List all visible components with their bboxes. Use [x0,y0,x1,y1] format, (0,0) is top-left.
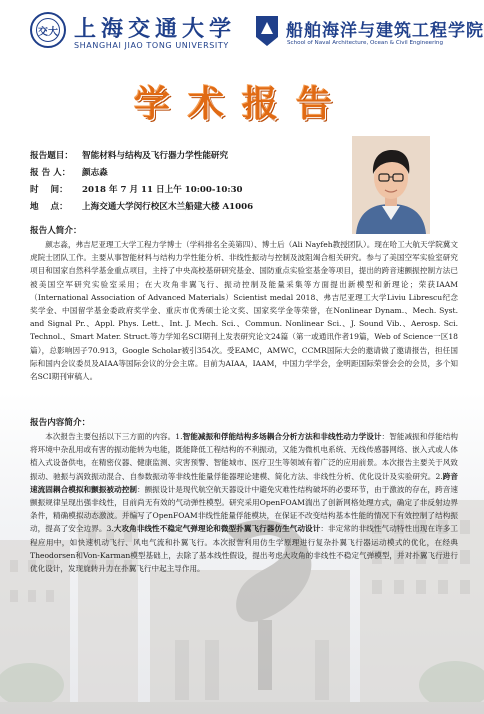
topic-2-text: ：颤振设计是现代航空航天器设计中避免灾难性结构破坏的必要环节，由于激波的存在，跨音速颤振规律呈现出强非线性，目前尚无有效的气动弹性模型。研究采用OpenFOAM湍出了创新网格处理方式，确定了非反射边界条件，精确模拟动态激波。并编写了OpenFOAM非线性能量俘能模块，在保证不改变结构基本性能的情况下有效控制了结构振动，提高了安全边界。3. [30,484,458,534]
speaker-photo [352,136,430,234]
info-value: 智能材料与结构及飞行器力学性能研究 [82,151,229,161]
topic-2-title: 跨音速流固耦合模拟和颤振被动控制 [30,471,459,494]
page-header [0,0,484,62]
info-label: 地 点： [30,202,68,212]
topic-3-title: 大攻角非线性不稳定气弹理论和微型扑翼飞行器仿生气动设计 [113,524,321,534]
info-value: 颜志淼 [82,168,108,178]
school-logo-icon [256,16,278,46]
info-label: 时 间： [30,185,68,195]
sjtu-logo-mark: 交大 [36,18,60,42]
topic-1-title: 智能减振和俘能结构多场耦合分析方法和非线性动力学设计 [182,432,382,441]
sjtu-logo [30,12,66,48]
bio-heading: 报告人简介： [30,226,82,236]
sjtu-name-cn: 上海交通大学 [74,16,237,42]
info-label: 报 告 人： [30,168,71,178]
sjtu-name-en: SHANGHAI JIAO TONG UNIVERSITY [74,41,229,50]
info-row-topic [30,148,253,165]
abstract-heading: 报告内容简介： [30,418,91,428]
topic-1-text: ：智能减振和俘能结构将环境中杂乱用或有害的振动能转为电能，既能降低工程结构的不利振动，又能为微机电系统、无线传感器网络、嵌入式或人体植入式设备供电，在精密仪器、健康监测、灾害预警、智能城市、医疗卫生等领域有着广泛的应用前景。本次报告主要关于风致振动、驰振与涡致振动混合、自参数振动等非线性能量俘能器理论建模、简化方法、非线性分析、优化设计及实验研究。2. [30,432,459,481]
topic-3-text: ：非定常的非线性气动特性出现在许多工程应用中，如快速机动飞行、风电气流和扑翼飞行。本次报告利用仿生学原理进行复杂扑翼飞行器运动模式的优化，在经典Theodorsen和Von-Karman模型基础上，去除了基本线性假设，提出考虑大攻角的非线性不稳定气弹模型，并对扑翼飞行进行优化设计，发现旋转升力在扑翼飞行中起主导作用。 [30,524,459,574]
school-name-cn: 船舶海洋与建筑工程学院 [286,21,484,41]
abstract-text [30,430,458,575]
info-row-speaker [30,165,253,182]
info-value: 上海交通大学闵行校区木兰船建大楼 A1006 [82,202,254,212]
page-title: 学术报告 [133,83,350,125]
abstract-intro: 本次报告主要包括以下三方面的内容。1. [45,432,183,441]
info-label: 报告题目： [30,151,73,161]
info-row-time [30,182,253,199]
talk-info [30,148,253,216]
school-name-en: School of Naval Architecture, Ocean & Civil Engineering [287,40,444,46]
bio-text: 颜志淼，弗吉尼亚理工大学工程力学博士（学科排名全美第四）、博士后（Ali Nayfeh教授团队）。现在哈工大航天学院冀文虎院士团队工作。主要从事智能材料与结构力学性能分析、非线性振动与控制及波阻竭合相关研究。参与了美国空军实验室研究项目和国家自然科学基金重点项目，主持了中央高校基研研究基金、国防重点实验室基金等项目，提出的跨音速颤振控制方法已被美国空军研究实验室采用；在大攻角非翼飞行、振动控制及能量采集等方面提出新模型和新理论；荣获IAAM（International Association of Advanced Materials）Scientist medal 2018、弗吉尼亚理工大学Liviu Librescu纪念奖学金、中国留学基金委政府奖学金、重庆市优秀硕士论文奖、国家奖学金等荣誉，在Nonlinear Dynam.、Mech. Syst. and Signal Pr.、Appl. Phys. Lett.、Int. J. Mech. Sci.、Commun. Nonlinear Sci.、J. Sound Vib.、Aerosp. Sci. Technol.、Smart Mater. Struct.等力学知名SCI期刊上发表研究论文24篇（第一或通讯作者19篇，Web of Science一区18篇），总影响因子70.913，Google Scholar被引354次。受EAMC，AMWC，CCMR国际大会的邀请做了邀请报告，担任国际和国内会议委员及AIAA等国际会议的分会主席。目前为AIAA，IAAM，中国力学学会，金明距国际荣誉会会的会员，多个知名SCI期刊审稿人。 [30,240,458,382]
info-row-location [30,199,253,216]
info-value: 2018 年 7 月 11 日上午 10:00-10:30 [82,185,243,195]
